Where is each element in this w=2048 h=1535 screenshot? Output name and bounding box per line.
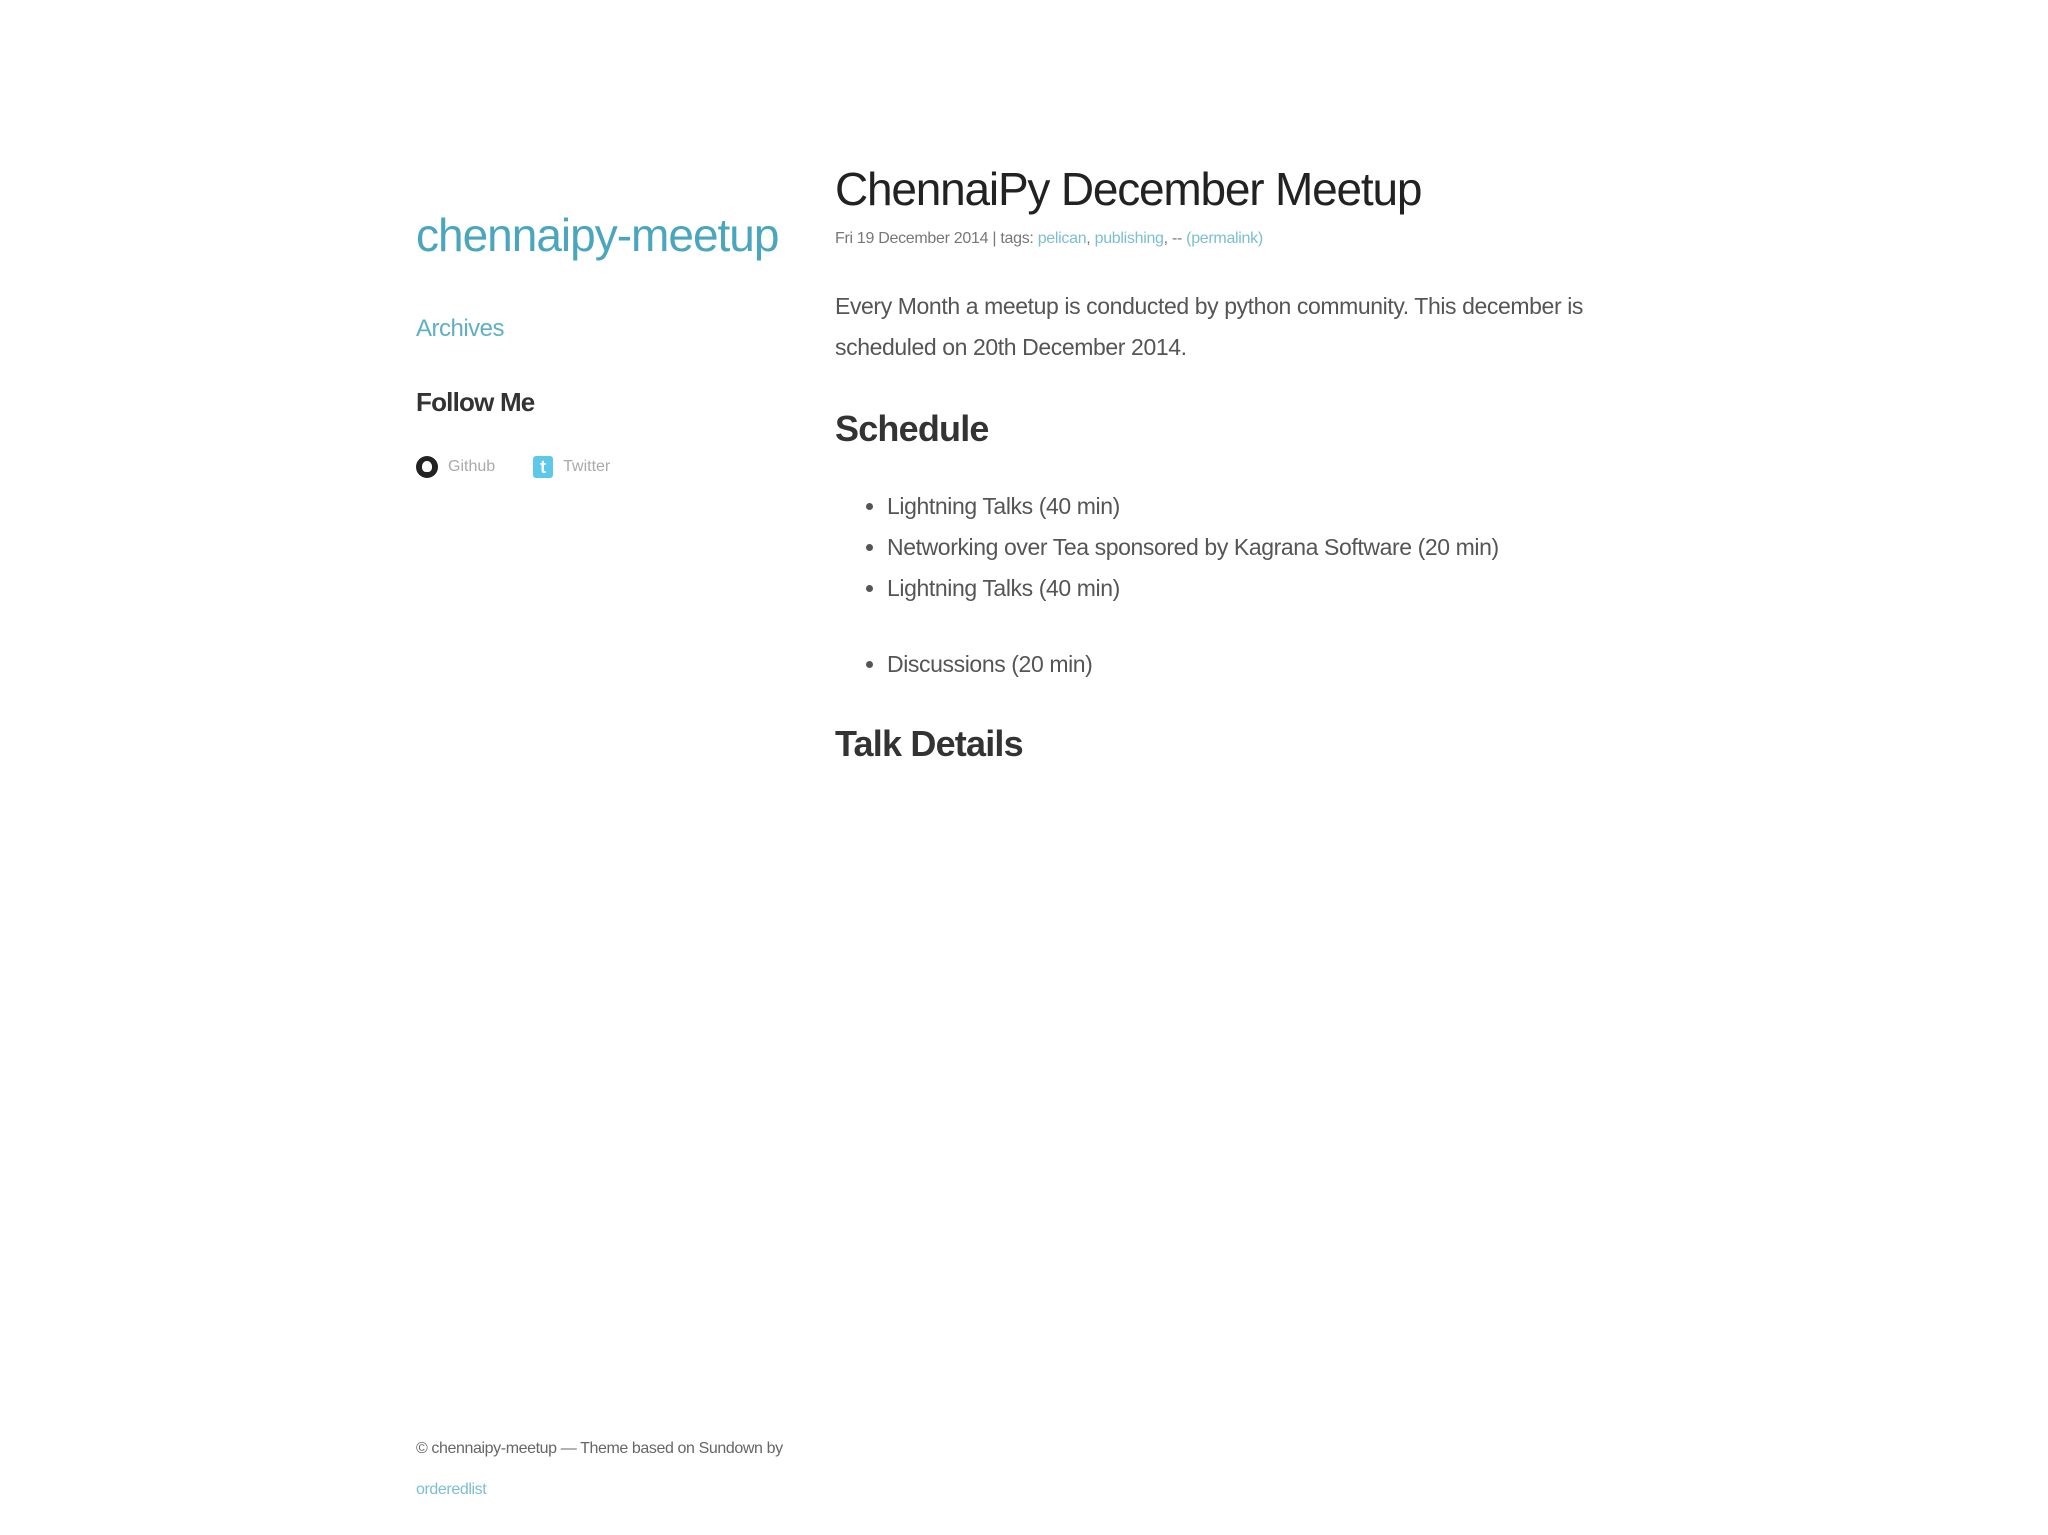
- article-title: ChennaiPy December Meetup: [835, 163, 1422, 215]
- list-item: • Lightning Talks (40 min): [887, 486, 1655, 527]
- footer-text: © chennaipy-meetup — Theme based on Sundown by: [416, 1440, 783, 1457]
- twitter-label: Twitter: [563, 458, 611, 476]
- article: [835, 160, 1655, 765]
- schedule-list: [835, 486, 1655, 685]
- talk-details-heading: Talk Details: [835, 722, 1023, 764]
- permalink-separator: --: [1167, 229, 1187, 247]
- schedule-heading: Schedule: [835, 407, 989, 449]
- article-meta: [835, 230, 1655, 248]
- twitter-icon: t: [533, 456, 553, 478]
- orderedlist-link[interactable]: orderedlist: [416, 1481, 487, 1498]
- list-item: • Discussions (20 min): [887, 644, 1655, 685]
- archives-link[interactable]: Archives: [416, 315, 505, 343]
- site-title-link[interactable]: chennaipy-meetup: [416, 209, 779, 261]
- footer: [416, 1428, 816, 1510]
- tags-prefix: | tags:: [988, 229, 1038, 247]
- github-link[interactable]: [416, 456, 495, 478]
- tag-trailing-comma: ,: [1163, 229, 1168, 247]
- github-label: Github: [448, 458, 496, 476]
- sidebar: [416, 200, 779, 478]
- tag-link-pelican[interactable]: pelican: [1037, 229, 1087, 247]
- article-date: Fri 19 December 2014: [835, 229, 989, 247]
- github-icon: [416, 456, 438, 478]
- list-item: • Lightning Talks (40 min): [887, 568, 1655, 609]
- tag-separator: ,: [1086, 229, 1095, 247]
- permalink-link[interactable]: (permalink): [1186, 229, 1263, 247]
- follow-me-heading: Follow Me: [416, 387, 535, 418]
- list-item: • Networking over Tea sponsored by Kagrana Software (20 min): [887, 527, 1655, 568]
- social-links: [416, 456, 776, 478]
- article-intro: Every Month a meetup is conducted by python community. This december is scheduled on 20th December 2014.: [835, 292, 1584, 360]
- twitter-link[interactable]: [533, 456, 610, 478]
- tag-link-publishing[interactable]: publishing: [1094, 229, 1164, 247]
